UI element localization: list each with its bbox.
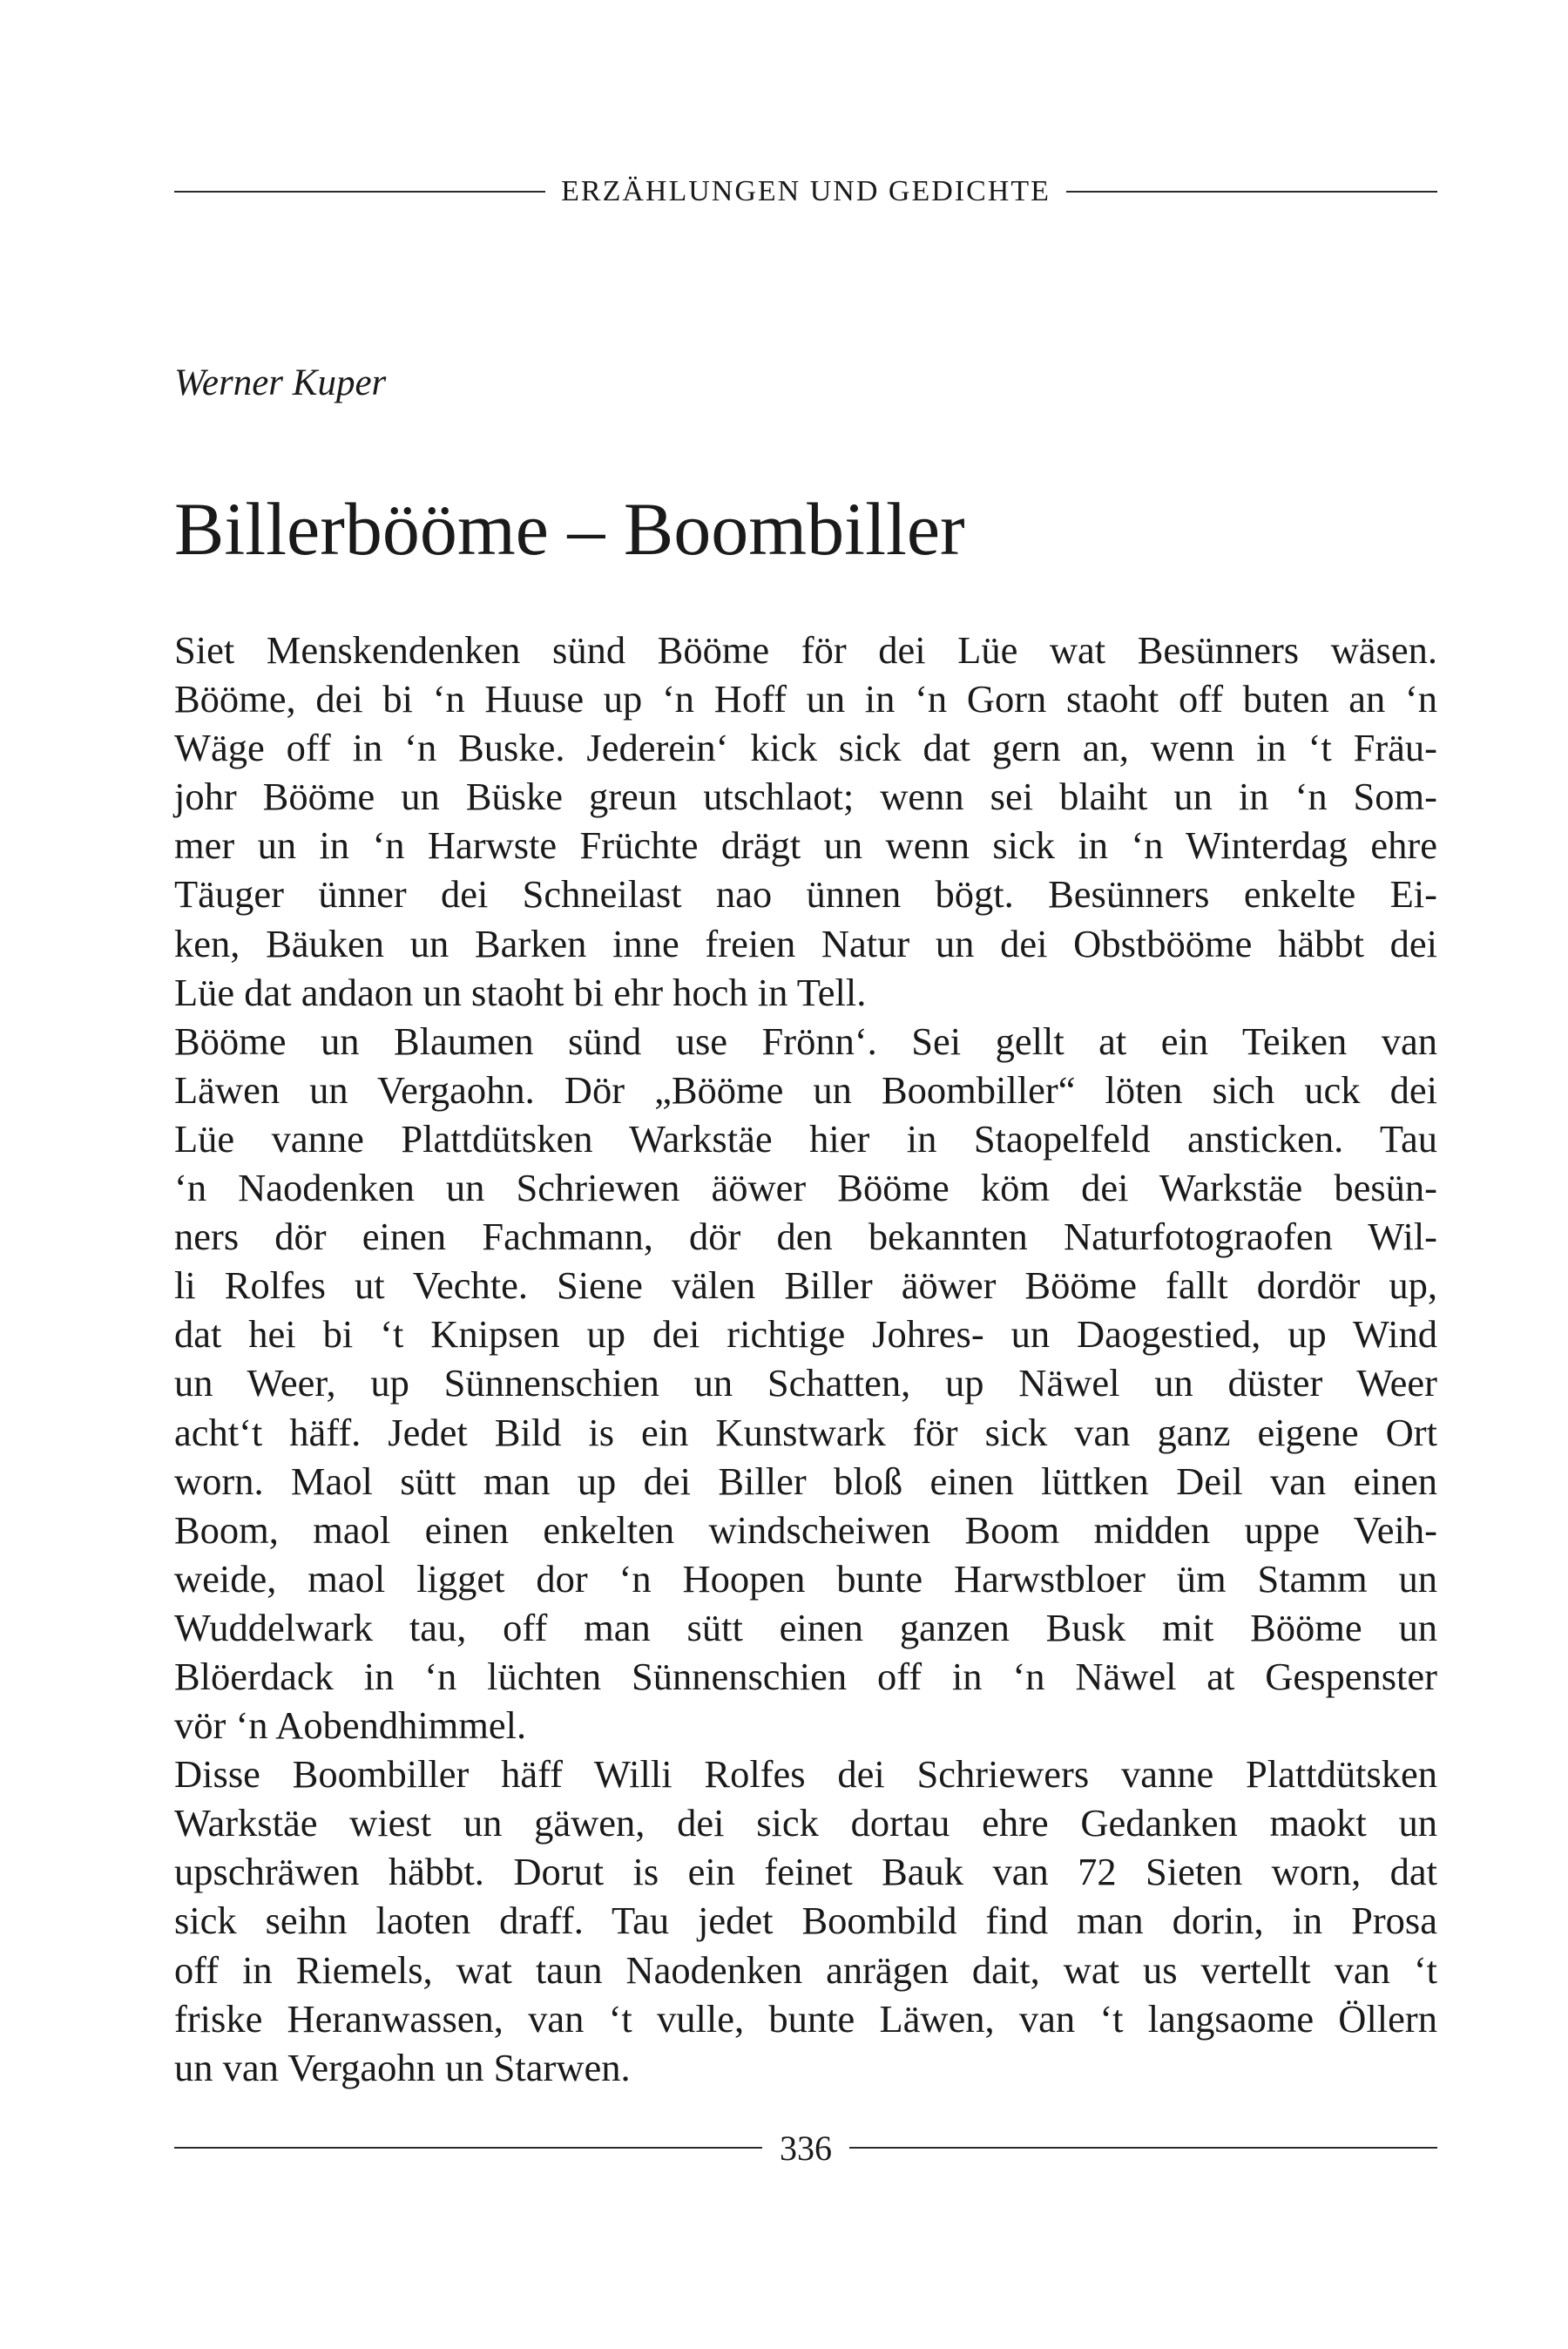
text-line: un van Vergaohn un Starwen. xyxy=(174,2045,631,2089)
text-line: vör ‘n Aobendhimmel. xyxy=(174,1703,527,1748)
footer-rule-left xyxy=(174,2147,762,2149)
page-number: 336 xyxy=(780,2128,832,2168)
text-line: Siet Menskendenken sünd Bööme för dei Lüe wat Besünners wäsen. xyxy=(174,628,1437,672)
text-line: Läwen un Vergaohn. Dör „Bööme un Boombiller“ löten sich uck dei xyxy=(174,1067,1437,1112)
text-line: ken, Bäuken un Barken inne freien Natur un dei Obstbööme häbbt dei xyxy=(174,921,1437,965)
header-rule-right xyxy=(1066,191,1437,193)
text-line: Bööme un Blaumen sünd use Frönn‘. Sei gellt at ein Teiken van xyxy=(174,1019,1437,1063)
running-title: ERZÄHLUNGEN UND GEDICHTE xyxy=(561,175,1051,207)
author-name: Werner Kuper xyxy=(174,362,387,403)
text-line: Lüe vanne Plattdütsken Warkstäe hier in Staopelfeld ansticken. Tau xyxy=(174,1116,1437,1161)
text-line: weide, maol ligget dor ‘n Hoopen bunte Harwstbloer üm Stamm un xyxy=(174,1556,1437,1601)
text-line: un Weer, up Sünnenschien un Schatten, up Näwel un düster Weer xyxy=(174,1361,1437,1405)
text-line: Blöerdack in ‘n lüchten Sünnenschien off in ‘n Näwel at Gespenster xyxy=(174,1654,1437,1698)
header-rule-left xyxy=(174,191,545,193)
text-line: sick seihn laoten draff. Tau jedet Boombild find man dorin, in Prosa xyxy=(174,1899,1437,1943)
text-line: acht‘t häff. Jedet Bild is ein Kunstwark för sick van ganz eigene Ort xyxy=(174,1410,1437,1454)
text-line: dat hei bi ‘t Knipsen up dei richtige Johres- un Daogestied, up Wind xyxy=(174,1312,1437,1357)
text-line: mer un in ‘n Harwste Früchte drägt un wenn sick in ‘n Winterdag ehre xyxy=(174,823,1437,868)
text-line: Wuddelwark tau, off man sütt einen ganzen Busk mit Bööme un xyxy=(174,1605,1437,1649)
text-line: johr Bööme un Büske greun utschlaot; wenn sei blaiht un in ‘n Som- xyxy=(174,775,1437,819)
text-line: Boom, maol einen enkelten windscheiwen Boom midden uppe Veih- xyxy=(174,1507,1437,1552)
text-line: Lüe dat andaon un staoht bi ehr hoch in Tell. xyxy=(174,970,867,1014)
text-line: Bööme, dei bi ‘n Huuse up ‘n Hoff un in ‘n Gorn staoht off buten an ‘n xyxy=(174,677,1437,721)
text-line: Disse Boombiller häff Willi Rolfes dei Schriewers vanne Plattdütsken xyxy=(174,1752,1437,1797)
article-title: Billerbööme – Boombiller xyxy=(174,487,965,571)
text-line: Warkstäe wiest un gäwen, dei sick dortau ehre Gedanken maokt un xyxy=(174,1801,1437,1845)
text-line: li Rolfes ut Vechte. Siene välen Biller äöwer Bööme fallt dordör up, xyxy=(174,1263,1437,1308)
text-line: ners dör einen Fachmann, dör den bekannten Naturfotograofen Wil- xyxy=(174,1215,1437,1259)
text-line: worn. Maol sütt man up dei Biller bloß einen lüttken Deil van einen xyxy=(174,1459,1437,1503)
text-line: off in Riemels, wat taun Naodenken anrägen dait, wat us vertellt van ‘t xyxy=(174,1947,1437,1992)
footer-rule-right xyxy=(849,2147,1437,2149)
article-body xyxy=(174,626,1437,2092)
text-line: upschräwen häbbt. Dorut is ein feinet Bauk van 72 Sieten worn, dat xyxy=(174,1850,1437,1894)
text-line: ‘n Naodenken un Schriewen äöwer Bööme köm dei Warkstäe besün- xyxy=(174,1166,1437,1210)
page-footer xyxy=(174,2126,1437,2170)
text-line: friske Heranwassen, van ‘t vulle, bunte Läwen, van ‘t langsaome Öllern xyxy=(174,1996,1437,2041)
text-line: Täuger ünner dei Schneilast nao ünnen bögt. Besünners enkelte Ei- xyxy=(174,872,1437,917)
text-line: Wäge off in ‘n Buske. Jederein‘ kick sick dat gern an, wenn in ‘t Fräu- xyxy=(174,726,1437,770)
running-header xyxy=(174,170,1437,213)
